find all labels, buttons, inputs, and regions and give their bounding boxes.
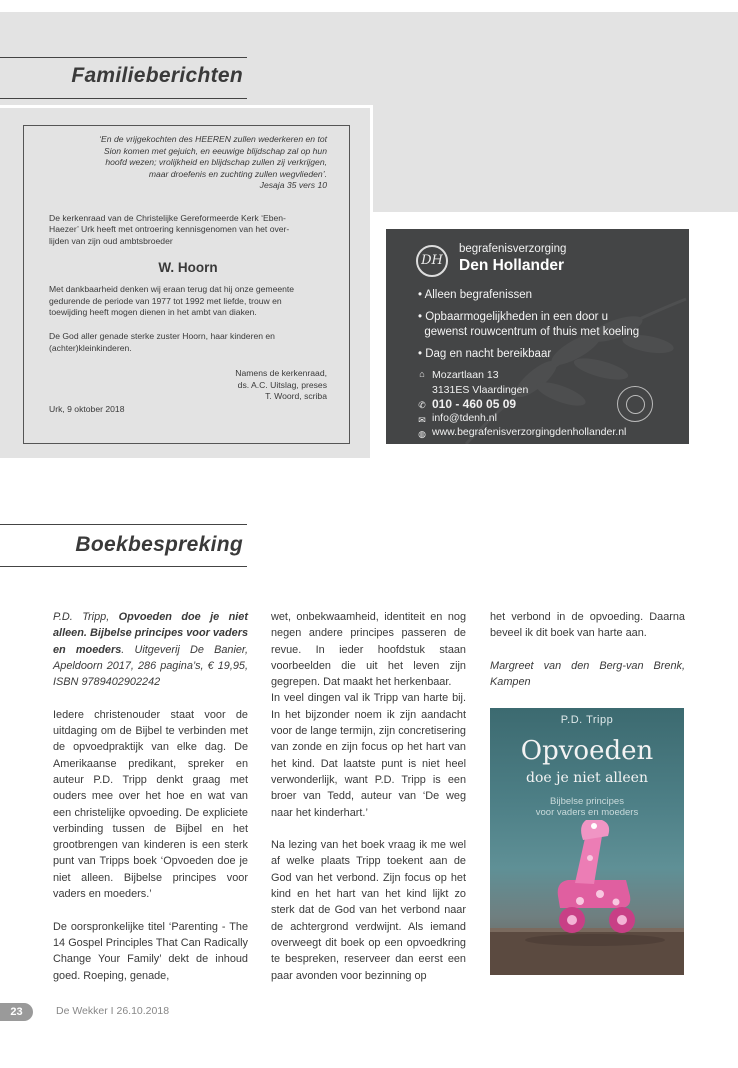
obituary-advert: [23, 125, 350, 444]
title-rule-bottom: [0, 566, 247, 567]
review-column-3: [490, 609, 685, 690]
signature-block: [49, 368, 327, 403]
thanks-text: [49, 284, 327, 319]
quote-line: ‘En de vrijgekochten des HEEREN zullen wederkeren en tot: [99, 134, 327, 144]
bible-quote: [49, 134, 327, 192]
bibliographic-info: [53, 609, 248, 690]
wish-line: (achter)kleinkinderen.: [49, 343, 132, 354]
review-paragraph: De oorspronkelijke titel ‘Parenting - The 14 Gospel Principles That Can Radically Change Your Family’ dekt de inhoud goed. Roeping, genade,: [53, 920, 248, 982]
reviewer-name: Margreet van den Berg-van Brenk, Kampen: [490, 659, 685, 689]
book-details: . Uitgeverij De Banier, Apeldoorn 2017, 286 pagina’s, € 19,95, ISBN 9789402902242: [53, 643, 248, 689]
thanks-line: toewijding heeft mogen dienen in het ambt van diaken.: [49, 307, 257, 318]
book-author: P.D. Tripp,: [53, 611, 119, 623]
wish-text: [49, 331, 327, 355]
phone-number[interactable]: 010 - 460 05 09: [432, 397, 517, 411]
cover-tagline-line: Bijbelse principes: [550, 796, 624, 807]
service-bullet: • Dag en nacht bereikbaar: [418, 348, 552, 360]
globe-icon: ◍: [418, 429, 426, 439]
review-paragraph: Iedere christenouder staat voor de uitdaging om de Bijbel te verbinden met de opvoedpraktijk van elke dag. De Amerikaanse predikant, spreker en auteur P.D. Tripp denkt graag met ouders mee over het hoe en wat van een christelijke opvoeding. De expliciete verbinding tussen de Bijbel en het grootbrengen van kinderen is een sterk punt van Tripps boek ‘Opvoeden doe je niet alleen. Bijbelse principes voor vaders en moeders.’: [53, 708, 248, 901]
deceased-name: W. Hoorn: [158, 259, 218, 275]
den-hollander-logo: DH: [416, 245, 448, 277]
section-title-familieberichten: Familieberichten: [71, 64, 243, 87]
review-paragraph: Na lezing van het boek vraag ik me wel af welke plaats Tripp toekent aan de God van het verbond. Zijn focus op het kind en het hart van het kind lijkt zo sterk dat de God van het verbond naar de achtergrond verdwijnt. Als iemand overweegt dit boek op een opvoedkring te bespreken, reserveer dan eerst een paar avonden voor bezinning op: [271, 839, 466, 982]
home-icon: ⌂: [419, 369, 425, 379]
thanks-line: Met dankbaarheid denken wij eraan terug dat hij onze gemeente: [49, 283, 295, 294]
signature-line: ds. A.C. Uitslag, preses: [237, 379, 327, 390]
email-link[interactable]: info@tdenh.nl: [432, 412, 497, 424]
intro-line: De kerkenraad van de Christelijke Gereformeerde Kerk ‘Eben-: [49, 212, 286, 223]
book-title: Opvoeden doe je niet alleen. Bijbelse principes voor vaders en moeders: [53, 611, 248, 656]
review-paragraph: In veel dingen val ik Tripp van harte bij. In het bijzonder noem ik zijn aandacht voor de lange termijn, zijn concretisering van zonde en zijn focus op het hart van het kind. Dat laatste punt is niet heel verwonderlijk, want P.D. Tripp is een broer van Tedd, auteur van ‘De weg naar het kinderhart.’: [271, 692, 466, 819]
review-paragraph: wet, onbekwaamheid, identiteit en nog negen andere principes passeren de revue. In ieder hoofdstuk staan voorbeelden die uit het leven zijn gegrepen. Dat maakt het herkenbaar.: [271, 611, 466, 689]
page-number: 23: [0, 1003, 33, 1021]
publication-info: De Wekker I 26.10.2018: [56, 1005, 170, 1017]
signature-line: Namens de kerkenraad,: [235, 367, 327, 378]
toy-giraffe-illustration: [490, 708, 684, 975]
quote-line: Sion komen met gejuich, en eeuwige blijdschap zal op hun: [103, 145, 327, 156]
place-date: Urk, 9 oktober 2018: [49, 404, 125, 415]
cover-title: Opvoeden: [520, 736, 654, 766]
title-rule-bottom: [0, 98, 247, 99]
thanks-line: gedurende de periode van 1977 tot 1992 met liefde, trouw en: [49, 295, 282, 306]
website-link[interactable]: www.begrafenisverzorgingdenhollander.nl: [432, 426, 627, 438]
mail-icon: ✉: [418, 415, 426, 425]
service-bullet: • Alleen begrafenissen: [418, 289, 532, 301]
quote-line: maar droefenis en zuchting zullen wegvlieden’.: [148, 168, 327, 179]
quality-seal-icon: [617, 386, 653, 422]
divider-line: [0, 105, 372, 108]
service-bullet: • Opbaarmogelijkheden in een door u: [418, 311, 609, 323]
intro-line: Haezer’ Urk heeft met ontroering kennisgenomen van het over-: [49, 224, 290, 235]
signature-line: T. Woord, scriba: [265, 391, 327, 402]
divider-line: [370, 105, 373, 213]
book-cover-image: [490, 708, 684, 975]
quote-line: hoofd wezen; vrolijkheid en blijdschap zullen zij verkrijgen,: [105, 157, 327, 167]
service-bullet: gewenst rouwcentrum of thuis met koeling: [418, 326, 640, 338]
cover-subtitle: doe je niet alleen: [526, 770, 648, 786]
cover-tagline-line: voor vaders en moeders: [535, 807, 639, 818]
section-title-boekbespreking: Boekbespreking: [75, 533, 243, 556]
address-city: 3131ES Vlaardingen: [432, 384, 529, 396]
undertaker-advert: [386, 229, 689, 444]
undertaker-name: Den Hollander: [459, 257, 565, 274]
phone-icon: ✆: [418, 400, 426, 410]
address-street: Mozartlaan 13: [432, 369, 499, 381]
cover-author: P.D. Tripp: [560, 714, 614, 726]
undertaker-tagline: begrafenisverzorging: [459, 243, 567, 255]
review-paragraph: het verbond in de opvoeding. Daarna beveel ik dit boek van harte aan.: [490, 611, 685, 640]
intro-text: [49, 213, 327, 248]
title-rule-top: [0, 524, 247, 525]
quote-reference: Jesaja 35 vers 10: [259, 180, 327, 190]
title-rule-top: [0, 57, 247, 58]
review-column-2: [271, 609, 466, 984]
review-column-1: [53, 609, 248, 984]
wish-line: De God aller genade sterke zuster Hoorn, haar kinderen en: [49, 331, 275, 342]
intro-line: lijden van zijn oud ambtsbroeder: [49, 236, 173, 247]
